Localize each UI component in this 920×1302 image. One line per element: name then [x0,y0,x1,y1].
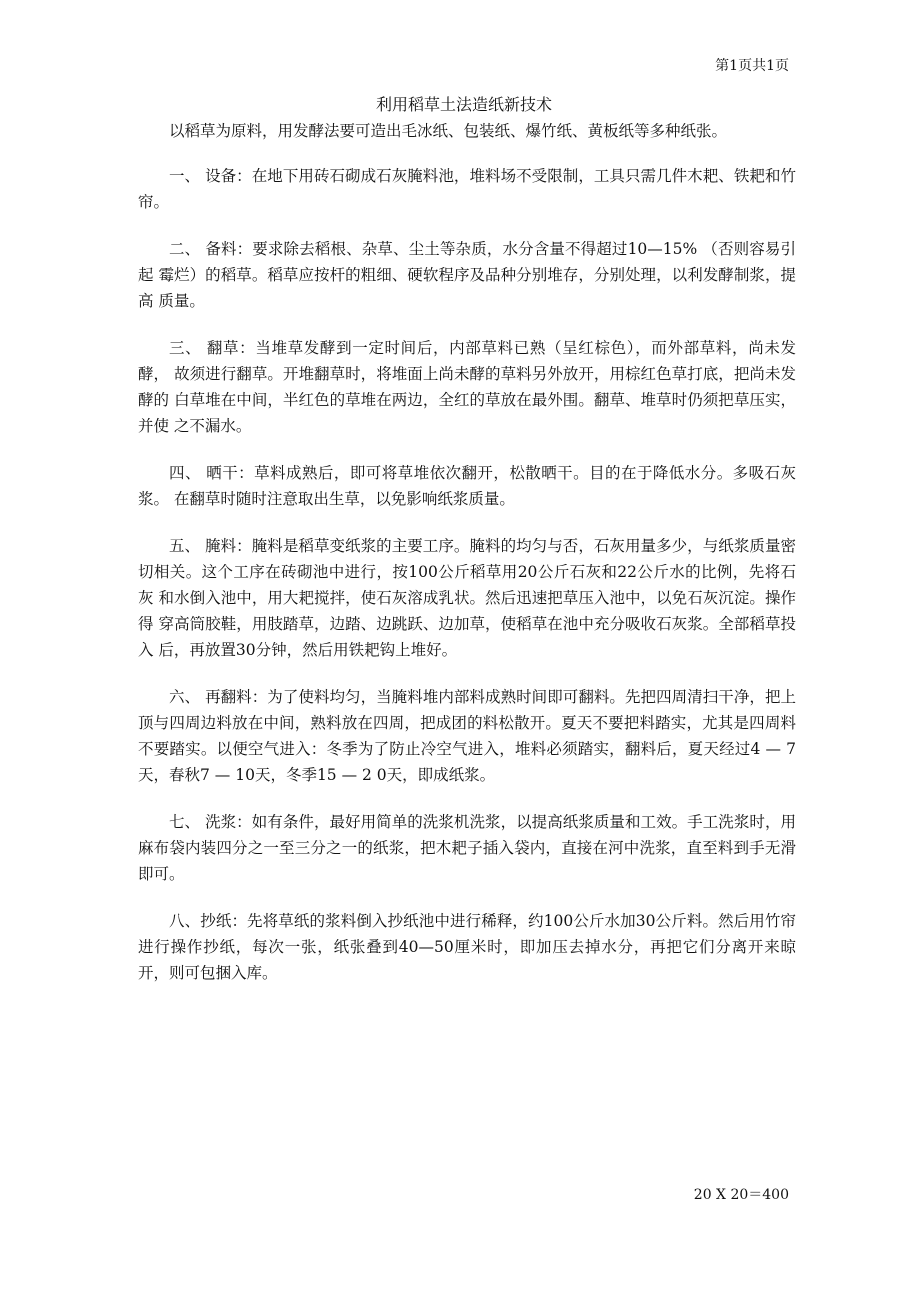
section-re-turning: 六、 再翻料：为了使料均匀，当腌料堆内部料成熟时间即可翻料。先把四周清扫干净，把上 顶与四周边料放在中间，熟料放在四周，把成团的料松散开。夏天不要把料踏实，尤其是四周料 不要踏实。以便空气进入：冬季为了防止冷空气进入，堆料必须踏实，翻料后，夏天经过4 — 7 天，春秋7 — 10天，冬季15 — 2 0天，即成纸浆。 [138,688,796,784]
section-equipment: 一、 设备：在地下用砖石砌成石灰腌料池，堆料场不受限制，工具只需几件木耙、铁耙和竹 帘。 [138,167,796,211]
section-pulp-washing: 七、 洗浆：如有条件，最好用简单的洗浆机洗浆，以提高纸浆质量和工效。手工洗浆时，用 麻布袋内装四分之一至三分之一的纸浆，把木耙子插入袋内，直接在河中洗浆，直至料到手无滑 即可。 [138,813,796,883]
page-number: 第1页共1页 [715,58,789,74]
document-title: 利用稻草土法造纸新技术 [375,95,552,114]
section-drying: 四、 晒干：草料成熟后，即可将草堆依次翻开，松散晒干。目的在于降低水分。多吸石灰浆。 在翻草时随时注意取出生草，以免影响纸浆质量。 [138,464,796,508]
section-papermaking: 八、抄纸：先将草纸的浆料倒入抄纸池中进行稀释，约100公斤水加30公斤料。然后用竹帘进行操作抄纸，每次一张，纸张叠到40—50厘米时，即加压去掉水分，再把它们分离开来晾开，则可包捆入库。 [138,912,796,982]
document-body [138,118,796,1007]
section-material-prep: 二、 备料：要求除去稻根、杂草、尘土等杂质，水分含量不得超过10—15% （否则容易引起 霉烂）的稻草。稻草应按杆的粗细、硬软程序及品种分别堆存，分别处理，以利发酵制浆，提高 质量。 [138,240,796,310]
section-turning-straw: 三、 翻草：当堆草发酵到一定时间后，内部草料已熟（呈红棕色），而外部草料，尚未发酵， 故须进行翻草。开堆翻草时，将堆面上尚未酵的草料另外放开，用棕红色草打底，把尚未发酵的 白草堆在中间，半红色的草堆在两边，全红的草放在最外围。翻草、堆草时仍须把草压实，并使 之不漏水。 [138,339,796,435]
grid-count-note: 20 X 20＝400 [693,1187,789,1203]
intro-paragraph: 以稻草为原料，用发酵法要可造出毛冰纸、包装纸、爆竹纸、黄板纸等多种纸张。 [169,122,728,140]
section-liming: 五、 腌料：腌料是稻草变纸浆的主要工序。腌料的均匀与否，石灰用量多少，与纸浆质量密 切相关。这个工序在砖砌池中进行，按100公斤稻草用20公斤石灰和22公斤水的比例，先将石灰 和水倒入池中，用大耙搅拌，使石灰溶成乳状。然后迅速把草压入池中，以免石灰沉淀。操作得 穿高筒胶鞋，用肢踏草，边踏、边跳跃、边加草，使稻草在池中充分吸收石灰浆。全部稻草投入 后，再放置30分钟，然后用铁耙钩上堆好。 [138,537,796,659]
